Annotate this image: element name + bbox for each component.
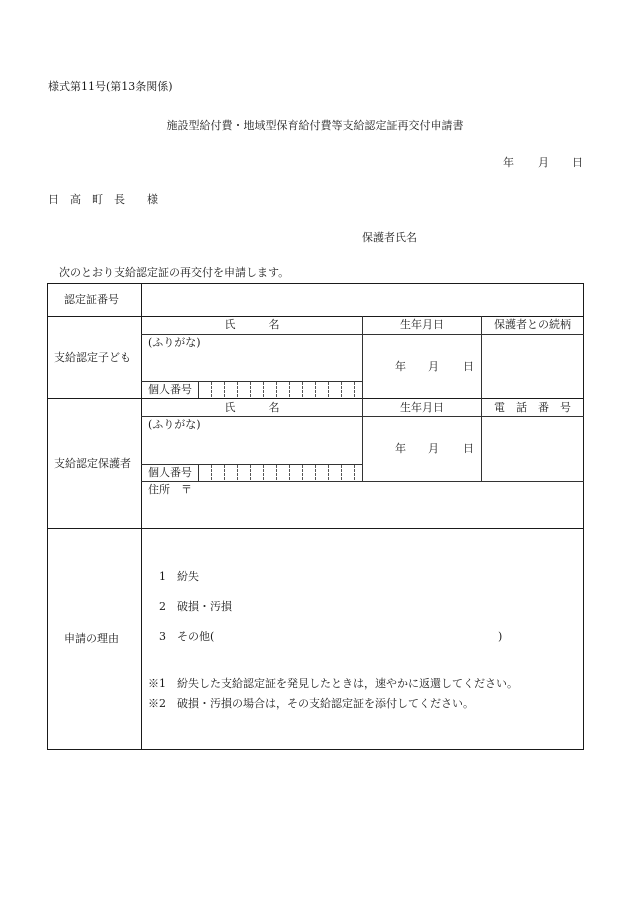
child-name-field[interactable]: [142, 350, 362, 381]
date-year-label: 年: [503, 156, 514, 169]
child-name-header: 氏 名: [224, 318, 280, 331]
reason-other-field[interactable]: [218, 628, 496, 644]
child-relation-header: 保護者との続柄: [494, 318, 571, 331]
reason-section-label: 申請の理由: [64, 632, 119, 645]
guardian-personal-number-field[interactable]: [199, 465, 362, 481]
note-1: ※1 紛失した支給認定証を発見したときは，速やかに返還してください。: [148, 677, 518, 690]
page-title: 施設型給付費・地域型保育給付費等支給認定証再交付申請書: [166, 119, 464, 132]
guardian-birth-day: 日: [463, 442, 474, 455]
date-day-label: 日: [572, 156, 583, 169]
child-furigana-label: (ふりがな): [148, 336, 201, 349]
guardian-phone-header: 電 話 番 号: [494, 401, 571, 414]
reason-option-lost[interactable]: 1 紛失: [159, 570, 199, 583]
guardian-address-label: 住所 〒: [148, 483, 192, 496]
guardian-name-label: 保護者氏名: [362, 231, 417, 244]
guardian-name-field[interactable]: [142, 432, 362, 464]
guardian-phone-field[interactable]: [482, 417, 583, 481]
guardian-section-label: 支給認定保護者: [54, 457, 131, 470]
guardian-address-field[interactable]: [190, 482, 583, 528]
child-personal-number-label: 個人番号: [148, 383, 192, 396]
reason-other-close-paren: ): [498, 630, 503, 643]
child-birth-day: 日: [463, 360, 474, 373]
guardian-birth-month: 月: [428, 442, 439, 455]
guardian-birth-year: 年: [395, 442, 406, 455]
reason-option-other[interactable]: 3 その他(: [159, 630, 215, 643]
intro-text: 次のとおり支給認定証の再交付を申請します。: [59, 266, 290, 279]
cert-number-field[interactable]: [142, 284, 583, 316]
date-month-label: 月: [538, 156, 549, 169]
child-section-label: 支給認定子ども: [54, 351, 131, 364]
child-birth-month: 月: [428, 360, 439, 373]
guardian-birthdate-header: 生年月日: [400, 401, 444, 414]
guardian-personal-number-label: 個人番号: [148, 466, 192, 479]
child-birth-year: 年: [395, 360, 406, 373]
guardian-furigana-label: (ふりがな): [148, 418, 201, 431]
cert-number-label: 認定証番号: [64, 293, 119, 306]
guardian-name-header: 氏 名: [224, 401, 280, 414]
addressee: 日 高 町 長 様: [48, 193, 158, 206]
child-personal-number-field[interactable]: [199, 382, 362, 398]
child-relation-field[interactable]: [482, 335, 583, 398]
reason-option-damaged[interactable]: 2 破損・汚損: [159, 600, 232, 613]
form-number: 様式第11号(第13条関係): [48, 80, 173, 93]
note-2: ※2 破損・汚損の場合は，その支給認定証を添付してください。: [148, 697, 474, 710]
child-birthdate-header: 生年月日: [400, 318, 444, 331]
